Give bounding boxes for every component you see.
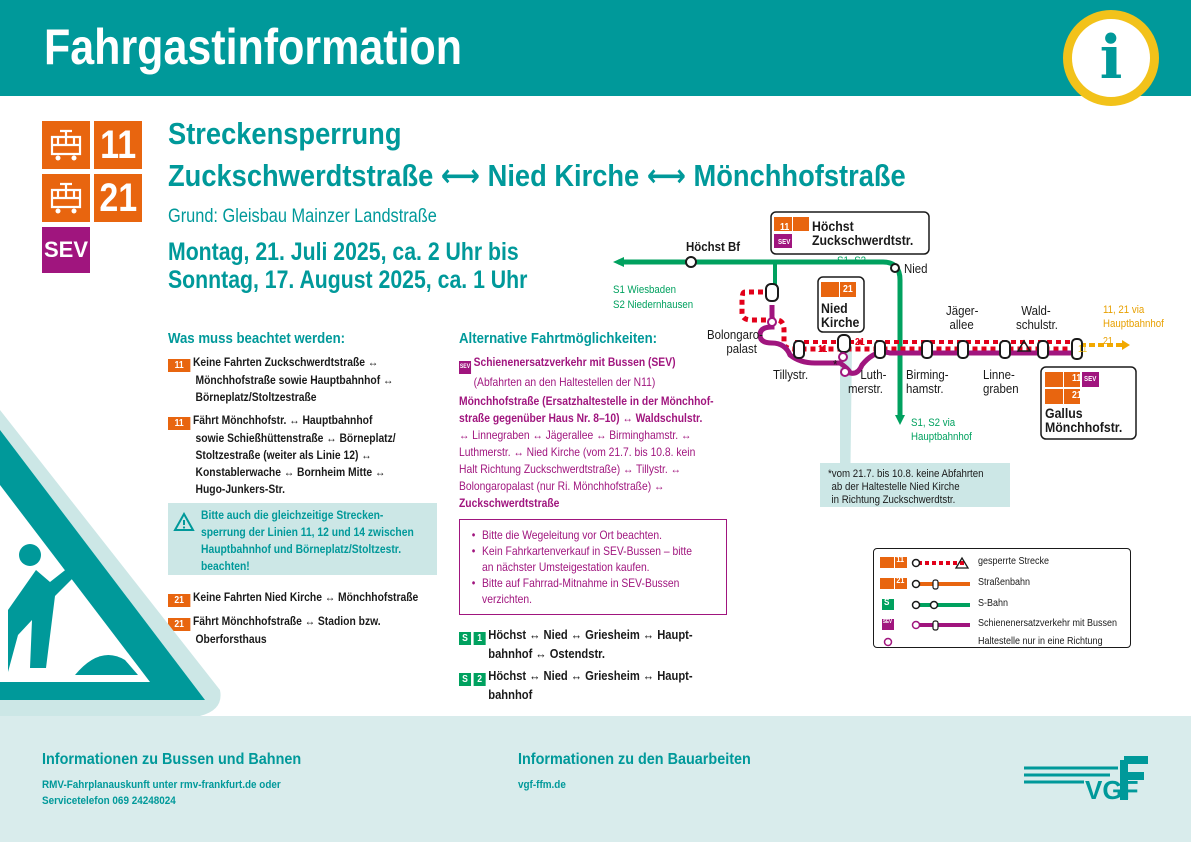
notice-box: Bitte auch die gleichzeitige Strecken- sperrung der Linien 11, 12 und 14 zwischen Hauptbahnhof und Börneplatz/Stoltzestr. beachten! [168,503,437,575]
stop-luthmerstr [875,341,885,358]
stop-linnegraben [1000,341,1010,358]
page-title: Fahrgastinformation [44,19,463,75]
legend-sbahn: S-Bahn [978,598,1009,609]
line-11-mini-badge: 11 [168,359,190,372]
bullet-continuation: an nächster Umsteigestation kaufen. [482,560,650,574]
closure-title: Streckensperrung [168,116,402,151]
label-11-via: 11 [1078,344,1088,355]
note-item-11-closed: 11 Keine Fahrten Zuckschwerdtstraße ↔ Mönchhofstraße sowie Hauptbahnhof ↔ Börneplatz/Stoltzestraße [168,354,417,406]
s1-info: S 1 Höchst ↔ Nied ↔ Griesheim ↔ Haupt- bahnhof ↔ Ostendstr. [459,626,717,663]
header-bar [0,0,1191,96]
label-luthmerstr: Luth- merstr. [848,367,887,396]
roadworks-sign-icon [0,410,222,716]
sev-info: SEV Schienenersatzverkehr mit Bussen (SEV) (Abfahrten an den Haltestellen der N11) [459,355,676,389]
legend-one-way: Haltestelle nur in eine Richtung [978,636,1103,647]
label-s-via-hbf: S1, S2 via Hauptbahnhof [911,417,972,443]
closure-route: Zuckschwerdtstraße ⟷ Nied Kirche ⟷ Mönchhofstraße [168,158,906,193]
sev-route: Mönchhofstraße (Ersatzhaltestelle in der Mönchhof- straße gegenüber Haus Nr. 8–10) ↔ Waldschulstr. ↔ Linnegraben ↔ Jägerallee ↔ Birminghamstr. ↔ Luthmerstr. ↔ Nied Kirche (vom 21.7. bis 10.8. kein Halt Richtung Zuckschwerdtstraße) ↔ Tillystr. ↔ Bolongaropalast (nur Ri. Mönchhofstraße) ↔ Zuckschwerdtstraße [459,394,714,510]
footer-left-text-2: Servicetelefon 069 24248024 [42,795,176,807]
station-nied [891,264,899,272]
hint-box: • Bitte die Wegeleitung vor Ort beachten. • Kein Fahrkartenverkauf in SEV-Bussen – bitte an nächster Umsteigestation kaufen. • Bitte auf Fahrrad-Mitnahme in SEV-Bussen verzichten. [459,519,727,615]
tram-icon [42,174,90,222]
arrow-down-icon [895,415,905,425]
bullet-continuation: verzichten. [482,592,532,606]
stop-waldschulstr [1038,341,1048,358]
line-11-mini-badge: 11 [168,417,190,430]
stop-birminghamstr [922,341,932,358]
label-11-track: 11 [818,344,828,355]
label-21-via: 21 [1103,336,1113,347]
closure-reason: Grund: Gleisbau Mainzer Landstraße [168,206,437,227]
arrow-right-icon [1122,340,1130,350]
note-item-21-closed: 21 Keine Fahrten Nied Kirche ↔ Mönchhofstraße [168,589,426,607]
label-linnegraben: Linne- graben [983,367,1019,396]
double-arrow-icon: ⟷ [646,158,686,193]
line-21-badge: 21 [94,174,142,222]
label-21-track: 21 [855,337,865,348]
line-21-mini-badge: 21 [1072,390,1082,401]
stop-tillystr [794,341,804,358]
map-legend [873,548,1131,648]
line-11-mini-badge: 11 [1072,373,1082,384]
label-box-hoechst: Höchst Zuckschwerdtstr. [812,218,914,248]
label-nied: Nied [904,261,928,276]
line-21-mini-badge: 21 [843,284,853,295]
sev-mini-badge: SEV [459,361,471,374]
date-line-2: Sonntag, 17. August 2025, ca. 1 Uhr [168,266,528,294]
label-asterisk: * [833,357,838,372]
label-s2: S2 Niedernhausen [613,299,694,311]
tram-icon [42,121,90,169]
one-way-stop-icon [768,318,776,326]
label-bolongaropalast: Bolongaro- palast [707,327,763,356]
footer-left-heading: Informationen zu Bussen und Bahnen [42,751,302,768]
label-s1s2: S1–S2 [837,255,867,267]
arrow-left-icon [613,257,624,267]
label-birminghamstr: Birming- hamstr. [906,367,949,396]
label-tillystr: Tillystr. [773,367,809,382]
label-s1: S1 Wiesbaden [613,284,676,296]
notes-heading: Was muss beachtet werden: [168,330,346,347]
label-waldschulstr: Wald- schulstr. [1016,303,1058,332]
info-icon: i [1063,10,1159,106]
line-21-mini-badge: 21 [168,594,190,607]
station-hoechst-bf [686,257,696,267]
s-bahn-badge: S [459,673,471,686]
double-arrow-icon: ⟷ [440,158,481,193]
legend-badge-21: 21 [896,576,905,585]
footer-left-text-1: RMV-Fahrplanauskunft unter rmv-frankfurt.de oder [42,779,281,791]
stop-nied-kirche [838,335,850,352]
date-line-1: Montag, 21. Juli 2025, ca. 2 Uhr bis [168,238,519,266]
note-item-21-route: 21 Fährt Mönchhofstraße ↔ Stadion bzw. Oberforsthaus [168,613,426,648]
legend-badge-sev: SEV [883,619,893,625]
one-way-stop-icon [839,353,847,361]
s-bahn-badge: S [459,632,471,645]
label-jaegerallee: Jäger- allee [946,303,979,332]
footer-mid-link[interactable]: vgf-ffm.de [518,779,566,791]
footer [0,716,1191,842]
label-tram-via-hbf: 11, 21 via Hauptbahnhof [1103,304,1164,330]
s2-badge: 2 [474,673,486,686]
s2-info: S 2 Höchst ↔ Nied ↔ Griesheim ↔ Haupt- bahnhof [459,667,717,704]
note-item-11-route: 11 Fährt Mönchhofstr. ↔ Hauptbahnhof sowie Schießhüttenstraße ↔ Börneplatz/ Stoltzestraße (weiter als Linie 12) ↔ Konstablerwache ↔ Bornheim Mitte ↔ Hugo-Junkers-Str. [168,412,426,498]
footer-mid-heading: Informationen zu den Bauarbeiten [518,751,751,768]
legend-badge-s: S [884,597,890,607]
legend-badge-11: 11 [896,555,905,564]
footnote-text: *vom 21.7. bis 10.8. keine Abfahrten ab der Haltestelle Nied Kirche in Richtung Zuckschwerdtstr. [828,468,984,506]
label-box-nied-kirche: Nied Kirche [821,300,860,330]
line-11-mini-badge: 11 [780,222,790,233]
label-hoechst-bf: Höchst Bf [686,239,741,254]
legend-sev: Schienenersatzverkehr mit Bussen [978,618,1118,629]
stop-jaegerallee [958,341,968,358]
legend-tram: Straßenbahn [978,577,1031,588]
stop-zuckschwerdtstr [766,284,778,301]
sev-mini-badge: SEV [778,239,791,246]
legend-closed: gesperrte Strecke [978,556,1050,567]
vgf-logo: VGF [1085,775,1139,805]
s1-badge: 1 [474,632,486,645]
sev-badge: SEV [42,227,90,273]
sev-mini-badge: SEV [1084,376,1097,383]
label-box-gallus: Gallus Mönchhofstr. [1045,405,1123,435]
line-11-badge: 11 [94,121,142,169]
line-21-mini-badge: 21 [168,618,190,631]
alternatives-heading: Alternative Fahrtmöglichkeiten: [459,330,658,347]
